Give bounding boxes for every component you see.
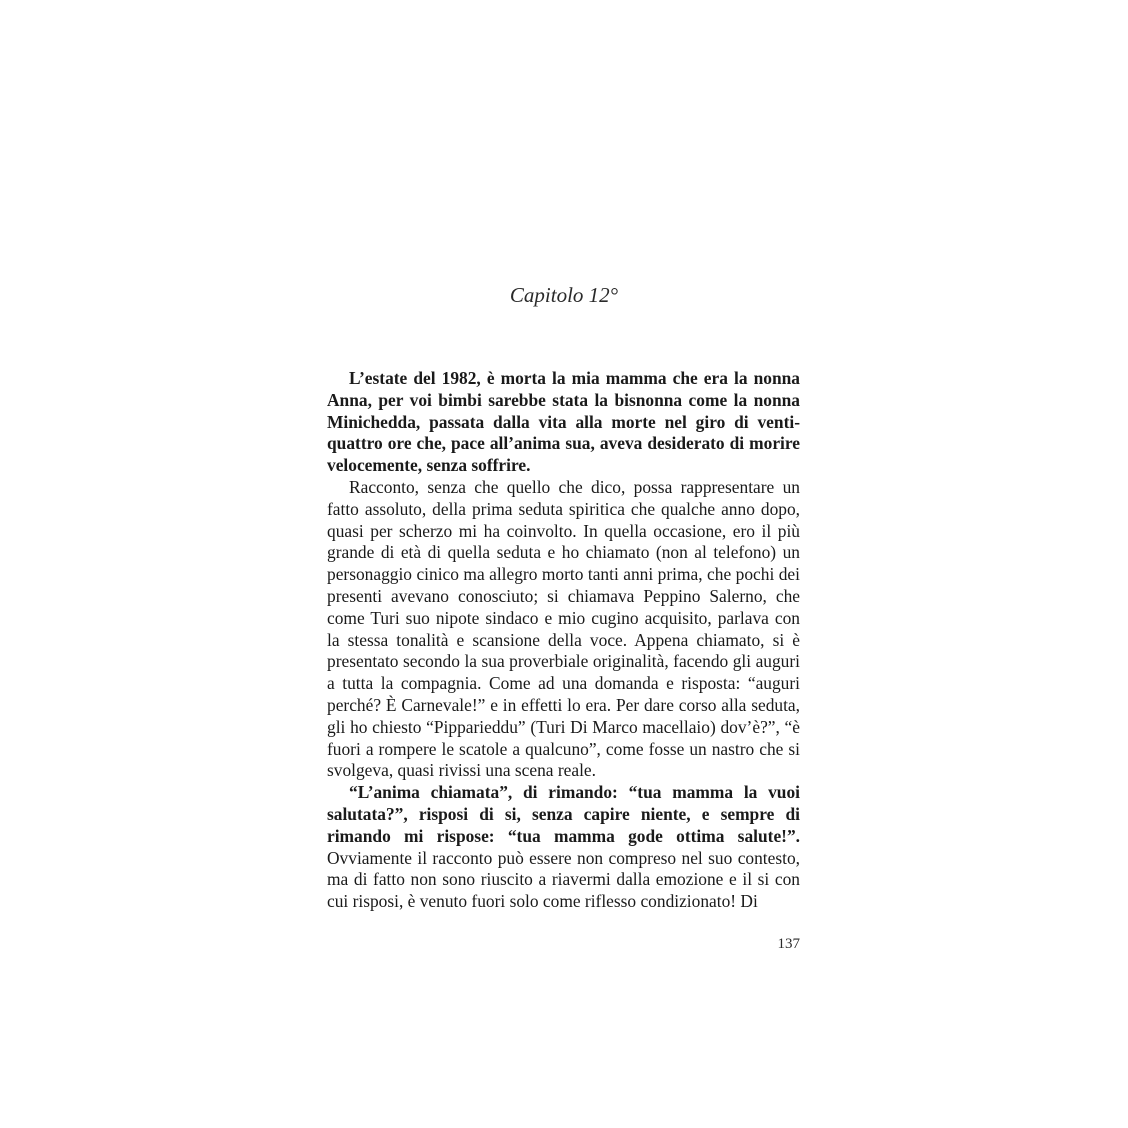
paragraph-text: Racconto, senza che quello che dico, possa rappresentare un fatto assoluto, della prima seduta spiritica che qualche anno dopo, quasi per scherzo mi ha coinvolto. In quella occasione, ero il più grande di età di quella seduta e ho chiamato (non al telefono) un personaggio cinico ma allegro morto tanti anni prima, che pochi dei presenti avevano conosciuto; si chiamava Peppino Salerno, che come Turi suo nipote sindaco e mio cugino acquisito, parlava con la stessa tonalità e scansione della voce. Appena chiamato, si è presentato secondo la sua proverbiale originalità, facendo gli auguri a tutta la compagnia. Come ad una domanda e risposta: “auguri perché? È Carnevale!” e in effetti lo era. Per dare corso alla seduta, gli ho chiesto “Pipparieddu” (Turi Di Marco macellaio) dov’è?”, “è fuori a rompere le scatole a qualcuno”, come fosse un nastro che si svolgeva, quasi rivissi una scena reale.: [327, 476, 800, 781]
chapter-title: Capitolo 12°: [509, 283, 619, 307]
paragraph-bold-text: L’estate del 1982, è morta la mia mamma che era la nonna Anna, per voi bimbi sarebbe stata la bisnonna come la nonna Minichedda, passata dalla vita alla morte nel giro di ventiquattro ore che, pace all’anima sua, aveva desiderato di morire velocemente, senza soffrire.: [327, 368, 800, 476]
paragraph: [327, 782, 800, 913]
paragraph-text: Ovviamente il racconto può essere non compreso nel suo contesto, ma di fatto non sono riuscito a riavermi dalla emozione e il si con cui risposi, è venuto fuori solo come riflesso condizionato! Di: [327, 847, 800, 912]
paragraph: [327, 368, 800, 477]
paragraph: [327, 477, 800, 782]
paragraph-bold-text: “L’anima chiamata”, di rimando: “tua mamma la vuoi salutata?”, risposi di si, senza capire niente, e sempre di rimando mi rispose: “tua mamma gode ottima salute!”.: [327, 782, 800, 846]
body-text: [327, 368, 800, 913]
page-number: 137: [777, 936, 800, 952]
